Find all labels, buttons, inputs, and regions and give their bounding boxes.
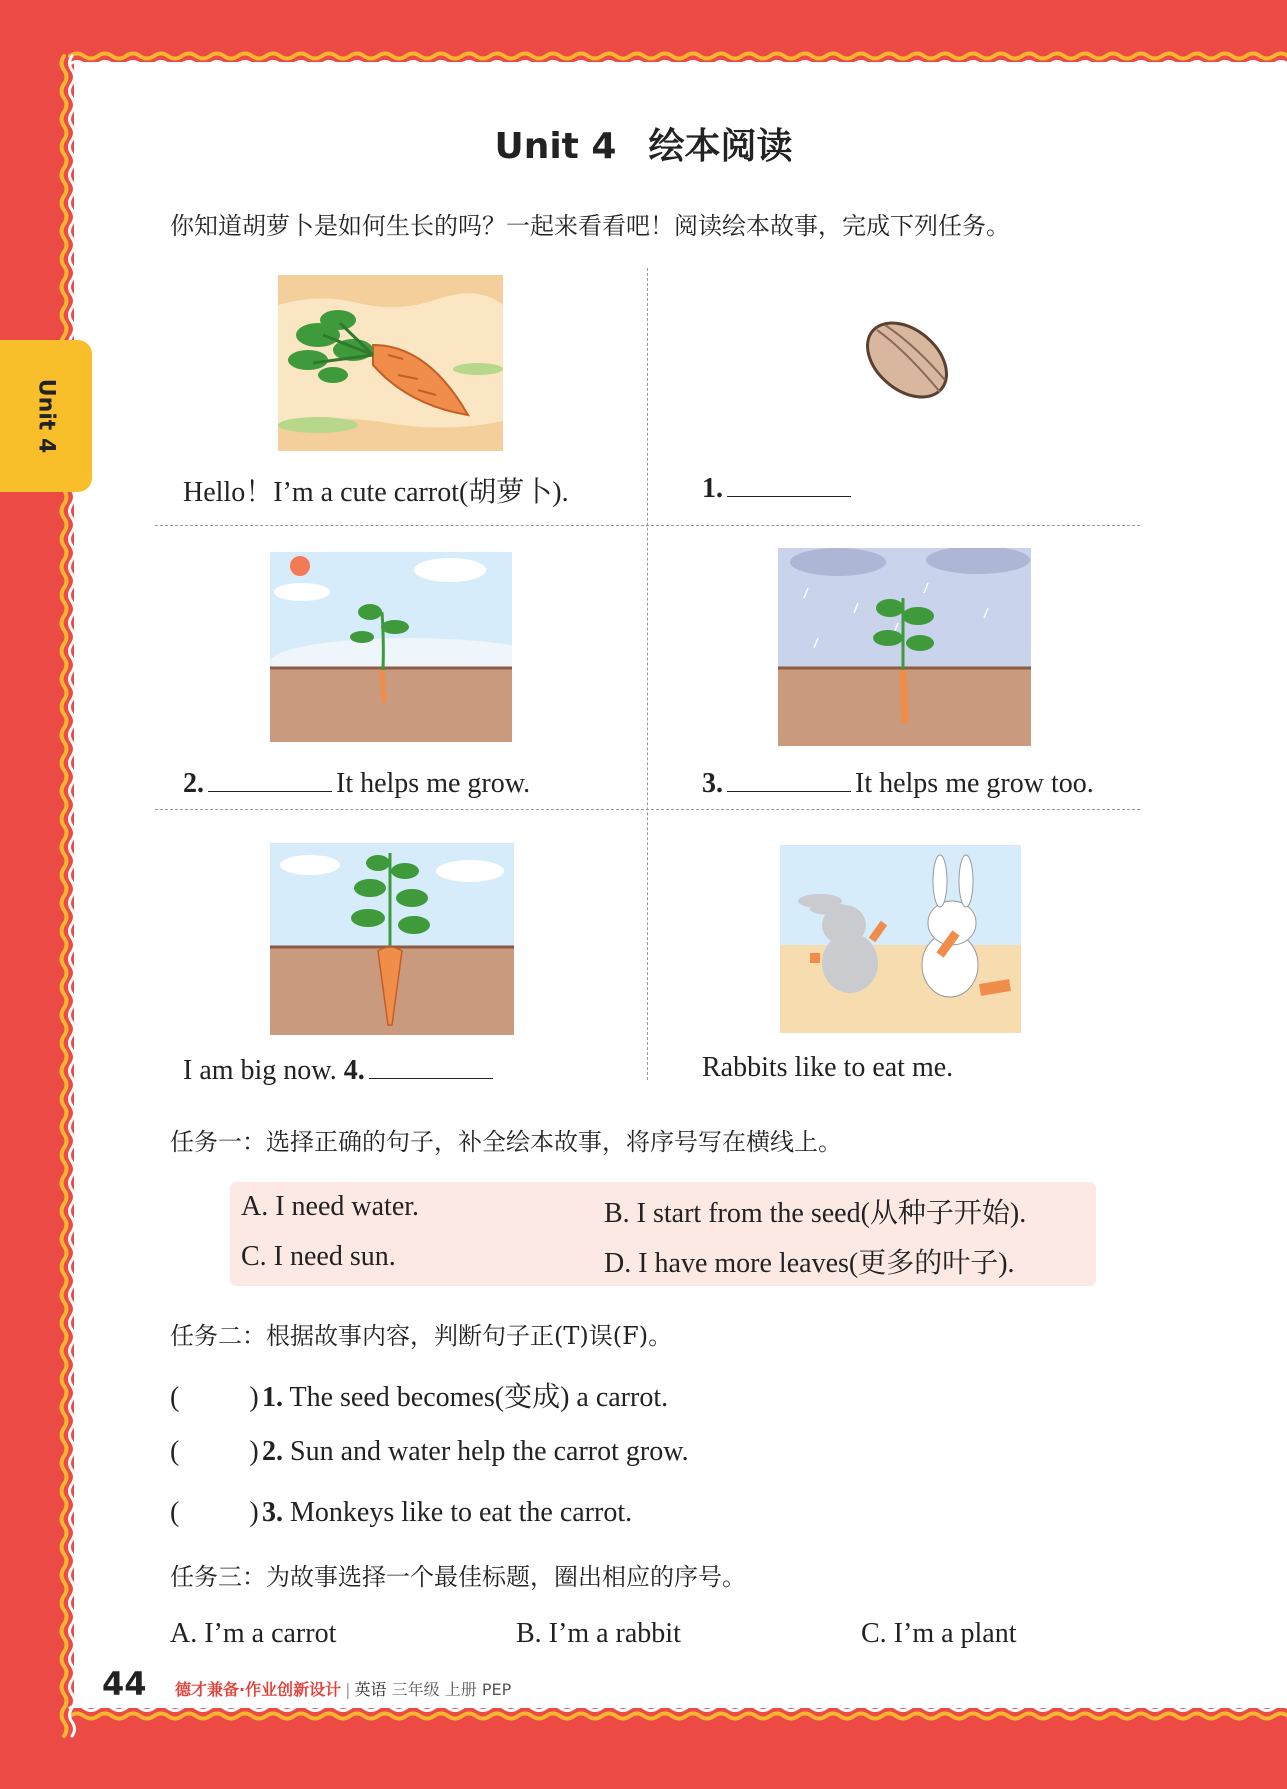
task1-option-c: C. I need sun. bbox=[241, 1241, 396, 1272]
panel4-text: It helps me grow too. bbox=[855, 768, 1094, 799]
answer-paren[interactable]: ( ) bbox=[170, 1436, 259, 1467]
blank-number: 4. bbox=[343, 1055, 365, 1086]
panel3-caption bbox=[183, 765, 530, 800]
task3-option-c[interactable]: C. I’m a plant bbox=[861, 1618, 1017, 1649]
rabbits-illustration bbox=[780, 845, 1021, 1033]
tf-item bbox=[170, 1375, 668, 1415]
tf-number: 2. bbox=[262, 1436, 283, 1467]
task2-instruction: 任务二：根据故事内容，判断句子正(T)误(F)。 bbox=[170, 1322, 673, 1350]
panel2-caption bbox=[702, 470, 855, 505]
panel1-caption: Hello！I’m a cute carrot(胡萝卜). bbox=[183, 477, 569, 508]
tf-item bbox=[170, 1497, 632, 1529]
tf-number: 1. bbox=[262, 1382, 283, 1413]
blank-number: 1. bbox=[702, 473, 723, 504]
answer-blank-4[interactable] bbox=[369, 1052, 493, 1079]
answer-paren[interactable]: ( ) bbox=[170, 1382, 259, 1413]
footer-subject: 英语 bbox=[354, 1680, 387, 1699]
page-number: 44 bbox=[102, 1665, 147, 1703]
intro-text: 你知道胡萝卜是如何生长的吗？一起来看看吧！阅读绘本故事，完成下列任务。 bbox=[170, 212, 1010, 240]
task1-option-b: B. I start from the seed(从种子开始). bbox=[604, 1198, 1027, 1229]
footer-term: 上册 bbox=[444, 1680, 477, 1699]
footer-grade: 三年级 bbox=[391, 1680, 440, 1699]
page-title bbox=[0, 118, 1287, 169]
answer-blank-2[interactable] bbox=[208, 765, 332, 792]
task3-option-b[interactable]: B. I’m a rabbit bbox=[516, 1618, 681, 1649]
sprout-rain-illustration bbox=[778, 548, 1031, 746]
grid-divider-vertical bbox=[647, 268, 648, 1080]
task3-option-a[interactable]: A. I’m a carrot bbox=[170, 1618, 337, 1649]
big-carrot-illustration bbox=[270, 843, 514, 1035]
title-cn: 绘本阅读 bbox=[648, 126, 793, 167]
unit-side-tab-label: Unit 4 bbox=[33, 378, 59, 454]
task1-option-d: D. I have more leaves(更多的叶子). bbox=[604, 1248, 1015, 1279]
answer-paren[interactable]: ( ) bbox=[170, 1497, 259, 1528]
grid-divider-row2 bbox=[155, 809, 1140, 810]
seed-illustration bbox=[855, 310, 960, 410]
panel5-caption bbox=[183, 1052, 497, 1087]
tf-text: Monkeys like to eat the carrot. bbox=[290, 1497, 633, 1528]
unit-side-tab bbox=[0, 340, 92, 492]
unit-label: Unit 4 bbox=[494, 126, 617, 167]
footer-brand: 德才兼备·作业创新设计 bbox=[175, 1680, 342, 1699]
footer-info: 德才兼备·作业创新设计 | 英语 三年级 上册 PEP bbox=[175, 1680, 512, 1699]
answer-blank-1[interactable] bbox=[727, 470, 851, 497]
answer-blank-3[interactable] bbox=[727, 765, 851, 792]
tf-text: Sun and water help the carrot grow. bbox=[290, 1436, 689, 1467]
grid-divider-row1 bbox=[155, 525, 1140, 526]
panel4-caption bbox=[702, 765, 1094, 800]
task3-instruction: 任务三：为故事选择一个最佳标题，圈出相应的序号。 bbox=[170, 1563, 746, 1591]
tf-text: The seed becomes(变成) a carrot. bbox=[289, 1382, 669, 1413]
footer-edition: PEP bbox=[481, 1680, 512, 1699]
sprout-sun-illustration bbox=[270, 552, 512, 742]
carrot-illustration bbox=[278, 275, 503, 451]
panel6-caption: Rabbits like to eat me. bbox=[702, 1052, 954, 1083]
blank-number: 2. bbox=[183, 768, 204, 799]
blank-number: 3. bbox=[702, 768, 723, 799]
task1-option-a: A. I need water. bbox=[241, 1191, 420, 1222]
tf-number: 3. bbox=[262, 1497, 283, 1528]
task1-instruction: 任务一：选择正确的句子，补全绘本故事，将序号写在横线上。 bbox=[170, 1128, 842, 1156]
panel5-text: I am big now. bbox=[183, 1055, 337, 1086]
tf-item bbox=[170, 1436, 689, 1468]
panel3-text: It helps me grow. bbox=[336, 768, 531, 799]
